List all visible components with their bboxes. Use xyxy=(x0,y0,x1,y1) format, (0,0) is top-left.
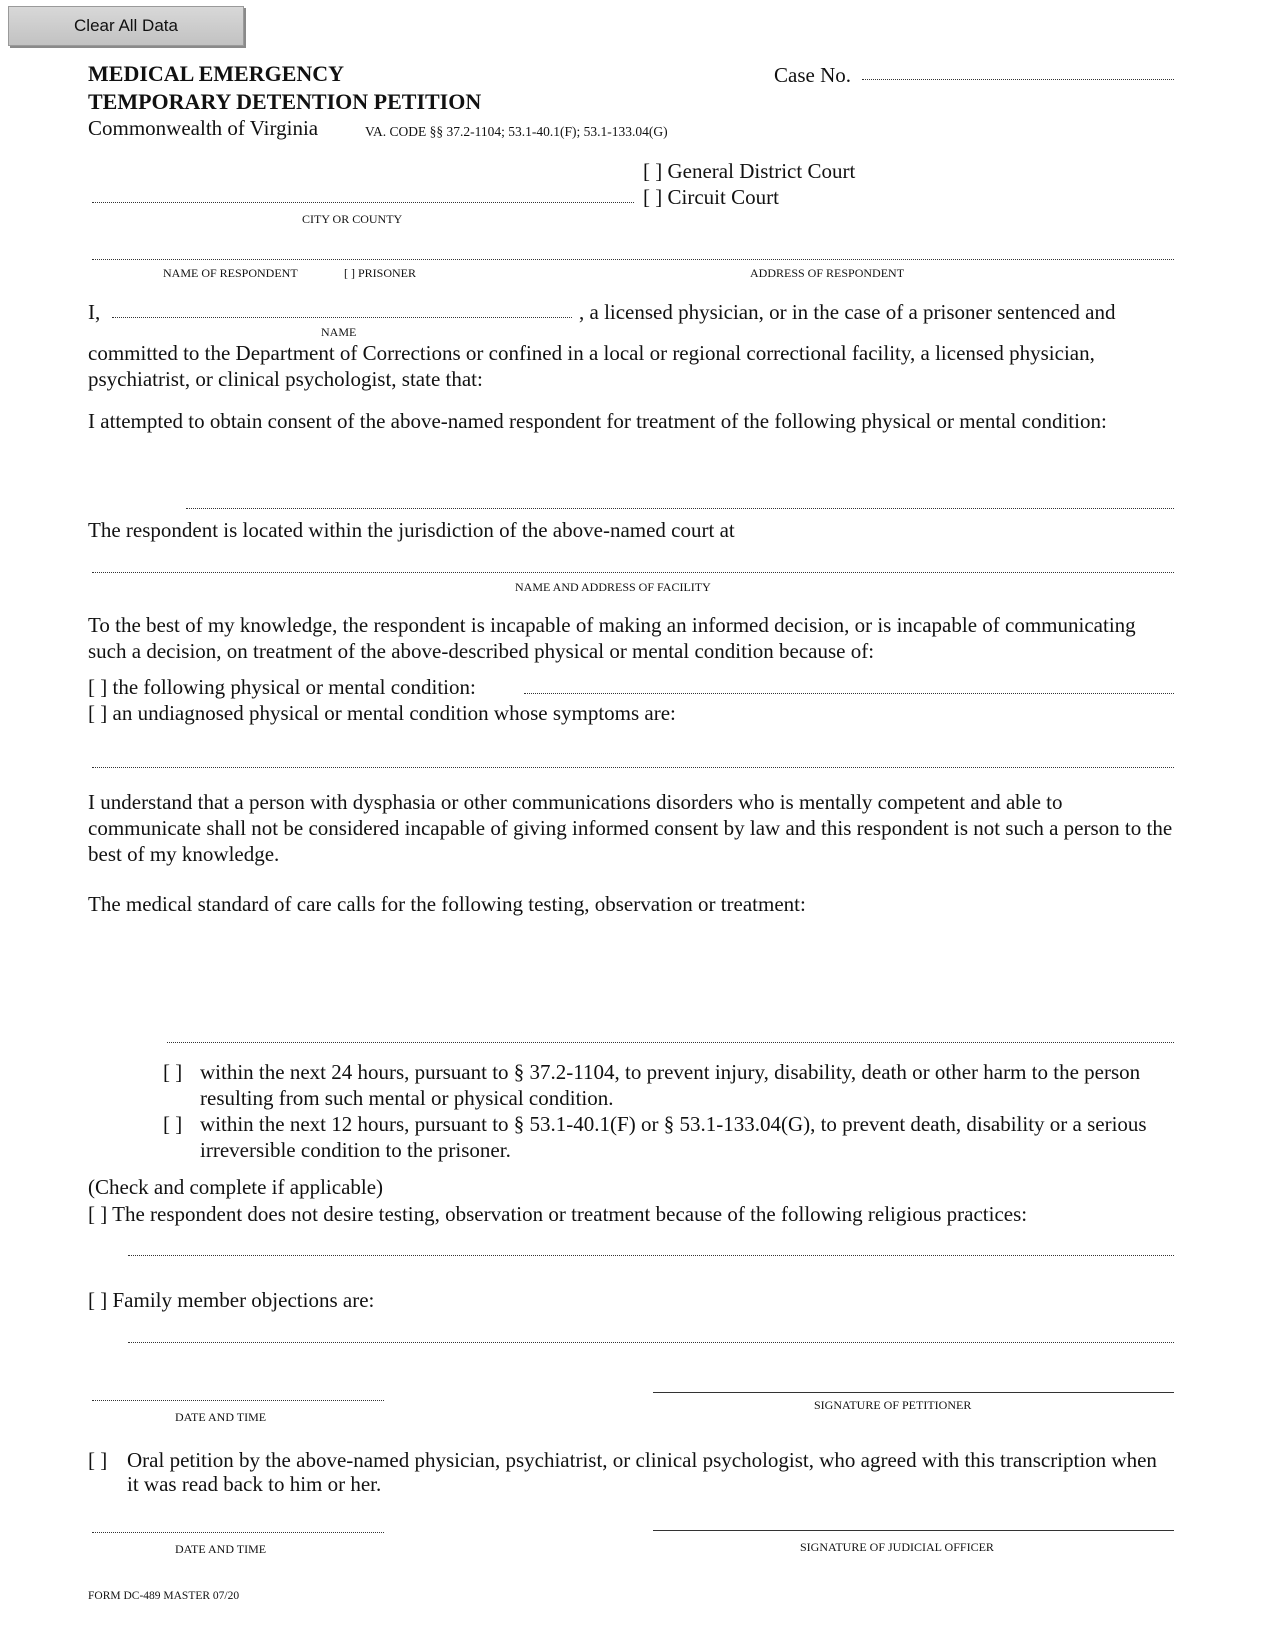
checkbox-bracket: [ ] xyxy=(88,675,108,699)
checkbox-bracket: [ ] xyxy=(163,1112,183,1136)
within-24-hours-text: within the next 24 hours, pursuant to § 37.2-1104, to prevent injury, disability, death or other harm to the person resulting from such mental or physical condition. xyxy=(200,1060,1141,1110)
checkbox-bracket: [ ] xyxy=(163,1060,183,1084)
general-district-court-checkbox[interactable] xyxy=(643,159,855,184)
religious-practices-checkbox[interactable] xyxy=(88,1202,1027,1227)
va-code-citation: VA. CODE §§ 37.2-1104; 53.1-40.1(F); 53.1-133.04(G) xyxy=(365,124,668,139)
medical-standard-text: The medical standard of care calls for the following testing, observation or treatment: xyxy=(88,892,806,916)
location-text: The respondent is located within the jurisdiction of the above-named court at xyxy=(88,518,735,542)
checkbox-bracket: [ ] xyxy=(643,159,663,183)
within-12-hours-checkbox[interactable] xyxy=(163,1112,182,1137)
licensed-physician-text: , a licensed physician, or in the case of a prisoner sentenced and xyxy=(579,300,1116,324)
i-label: I, xyxy=(88,300,101,324)
facility-field[interactable] xyxy=(92,572,1174,573)
physical-condition-label: the following physical or mental condition: xyxy=(112,675,476,699)
circuit-court-checkbox[interactable] xyxy=(643,185,779,210)
oral-petition-text: Oral petition by the above-named physician, psychiatrist, or clinical psychologist, who agreed with this transcription when it was read back to him or her. xyxy=(127,1448,1157,1496)
case-number-label: Case No. xyxy=(774,63,851,87)
circuit-court-label: Circuit Court xyxy=(667,185,779,209)
committed-text: committed to the Department of Corrections or confined in a local or regional correctional facility, a licensed physician, psychiatrist, or clinical psychologist, state that: xyxy=(88,341,1095,391)
oral-date-time-field[interactable] xyxy=(92,1532,384,1533)
oral-petition-checkbox[interactable] xyxy=(88,1448,107,1473)
checkbox-bracket: [ ] xyxy=(344,266,355,280)
respondent-name-address-field[interactable] xyxy=(92,259,1174,260)
symptoms-field[interactable] xyxy=(92,767,1174,768)
check-if-applicable-text: (Check and complete if applicable) xyxy=(88,1175,384,1199)
city-or-county-label: CITY OR COUNTY xyxy=(302,212,403,226)
treatment-field[interactable] xyxy=(167,1042,1174,1043)
checkbox-bracket: [ ] xyxy=(88,701,108,725)
checkbox-bracket: [ ] xyxy=(88,1448,108,1472)
checkbox-bracket: [ ] xyxy=(88,1202,108,1226)
general-district-court-label: General District Court xyxy=(667,159,856,183)
consent-text: I attempted to obtain consent of the above-named respondent for treatment of the following physical or mental condition: xyxy=(88,409,1107,433)
family-objections-field[interactable] xyxy=(128,1342,1174,1343)
checkbox-bracket: [ ] xyxy=(643,185,663,209)
facility-label: NAME AND ADDRESS OF FACILITY xyxy=(515,580,711,594)
judicial-officer-signature-label: SIGNATURE OF JUDICIAL OFFICER xyxy=(800,1540,994,1554)
within-24-hours-checkbox[interactable] xyxy=(163,1060,182,1085)
commonwealth-label: Commonwealth of Virginia xyxy=(88,116,319,140)
prisoner-checkbox[interactable] xyxy=(344,266,416,281)
form-title-line2: TEMPORARY DETENTION PETITION xyxy=(88,89,482,114)
physician-name-field[interactable] xyxy=(112,317,572,318)
city-or-county-field[interactable] xyxy=(92,202,634,203)
petition-date-time-label: DATE AND TIME xyxy=(175,1410,267,1424)
undiagnosed-condition-label: an undiagnosed physical or mental condition whose symptoms are: xyxy=(112,701,676,725)
within-12-hours-text: within the next 12 hours, pursuant to § 53.1-40.1(F) or § 53.1-133.04(G), to prevent death, disability or a serious irreversible condition to the prisoner. xyxy=(200,1112,1147,1162)
undiagnosed-condition-checkbox[interactable] xyxy=(88,701,676,726)
petitioner-signature-line[interactable] xyxy=(653,1392,1174,1393)
family-objections-checkbox[interactable] xyxy=(88,1288,374,1313)
incapable-text: To the best of my knowledge, the respondent is incapable of making an informed decision, or is incapable of communicating such a decision, on treatment of the above-described physical or mental condition because of: xyxy=(88,613,1136,663)
form-number: FORM DC-489 MASTER 07/20 xyxy=(88,1590,240,1602)
physical-condition-field[interactable] xyxy=(524,693,1174,694)
condition-field[interactable] xyxy=(186,508,1174,509)
prisoner-label: PRISONER xyxy=(358,266,417,280)
judicial-officer-signature-line[interactable] xyxy=(653,1530,1174,1531)
oral-date-time-label: DATE AND TIME xyxy=(175,1542,267,1556)
physician-name-label: NAME xyxy=(321,325,357,339)
dysphasia-text: I understand that a person with dysphasia or other communications disorders who is mentally competent and able to communicate shall not be considered incapable of giving informed consent by law and this respondent is not such a person to the best of my knowledge. xyxy=(88,790,1173,866)
family-objections-label: Family member objections are: xyxy=(112,1288,375,1312)
case-number-field[interactable] xyxy=(862,79,1174,80)
religious-practices-field[interactable] xyxy=(128,1255,1174,1256)
respondent-address-label: ADDRESS OF RESPONDENT xyxy=(750,266,905,280)
clear-all-data-button[interactable]: Clear All Data xyxy=(8,6,244,46)
petitioner-signature-label: SIGNATURE OF PETITIONER xyxy=(814,1398,972,1412)
petition-date-time-field[interactable] xyxy=(92,1400,384,1401)
form-title-line1: MEDICAL EMERGENCY xyxy=(88,61,345,86)
religious-practices-label: The respondent does not desire testing, observation or treatment because of the following religious practices: xyxy=(112,1202,1028,1226)
respondent-name-label: NAME OF RESPONDENT xyxy=(163,266,298,280)
checkbox-bracket: [ ] xyxy=(88,1288,108,1312)
physical-condition-checkbox[interactable] xyxy=(88,675,476,700)
